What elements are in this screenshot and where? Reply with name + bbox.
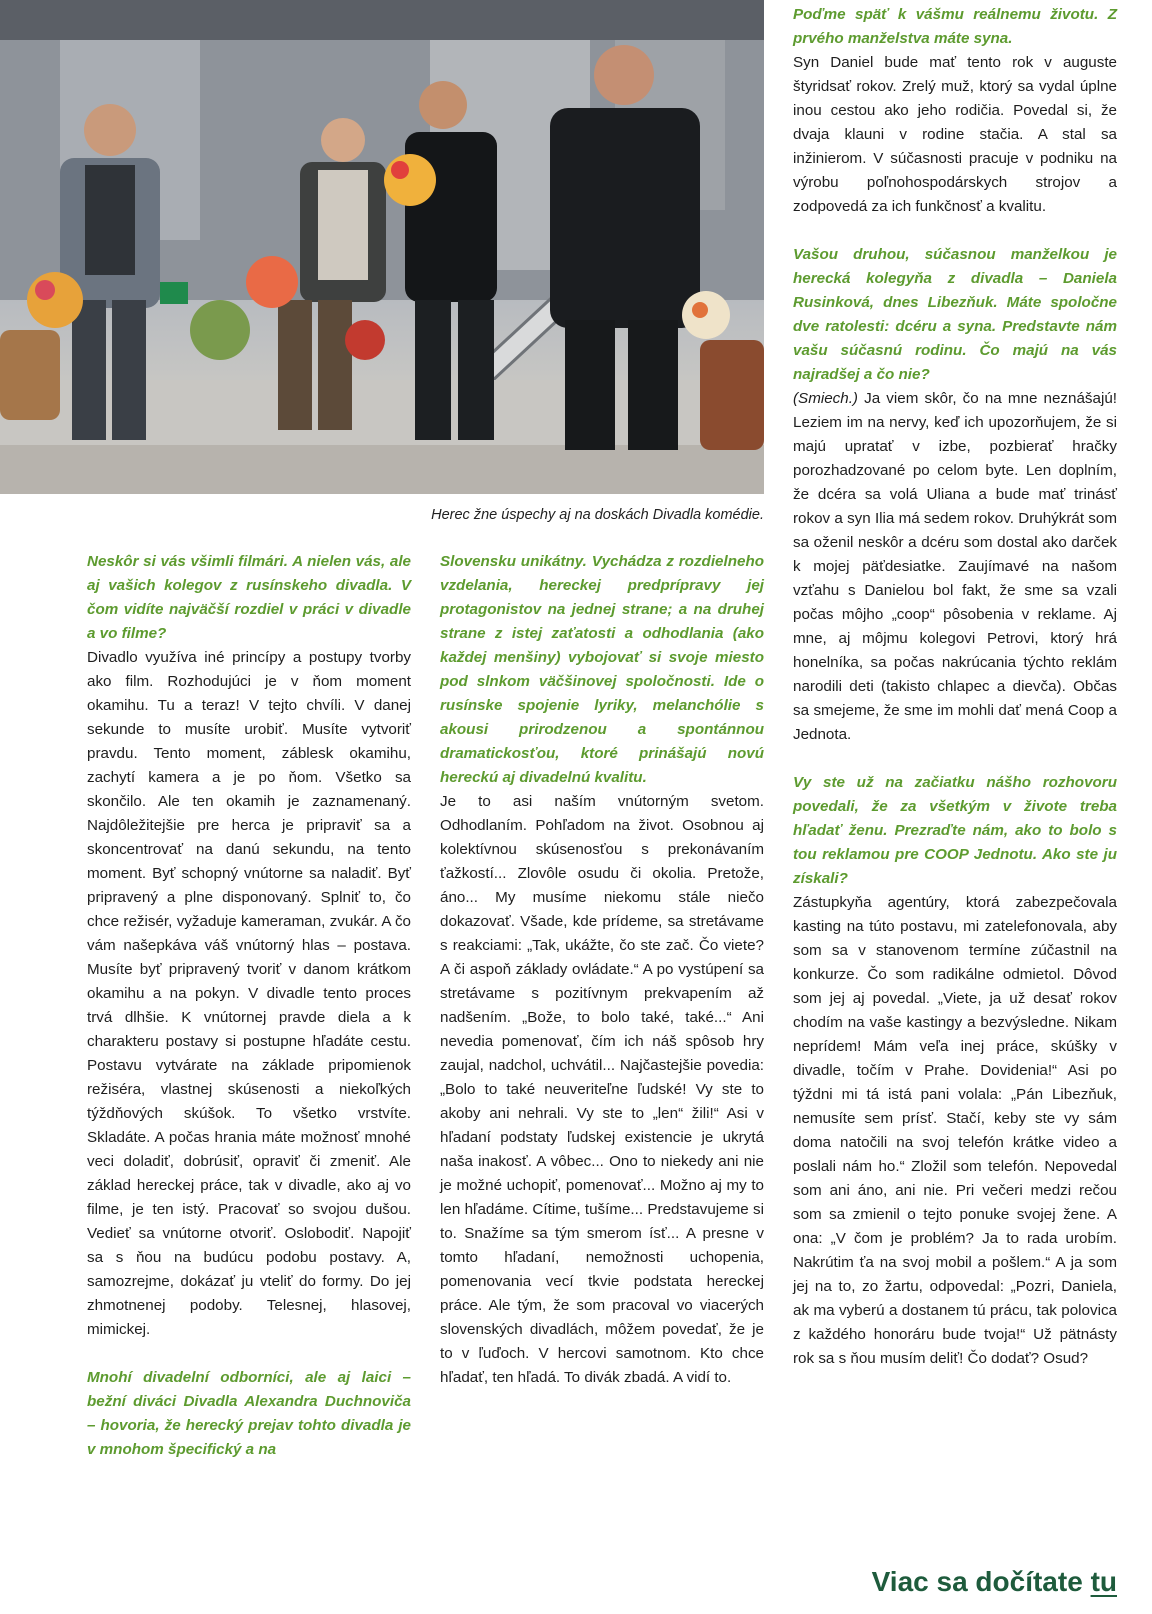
photo-caption: Herec žne úspechy aj na doskách Divadla komédie.: [431, 507, 764, 523]
question-5: Vy ste už na začiatku nášho rozhovoru povedali, že za všetkým v živote treba hľadať ženu. Prezraďte nám, ako to bolo s tou reklamou pre COOP Jednotu. Ako ste ju získali?: [793, 774, 1117, 887]
question-4: Vašou druhou, súčasnou manželkou je herecká kolegyňa z divadla – Daniela Rusinková, dnes Libezňuk. Máte spoločne dve ratolesti: dcéru a syna. Predstavte nám vašu súčasnú rodinu. Čo majú na vás najradšej a čo nie?: [793, 246, 1117, 383]
question-1: Neskôr si vás všimli filmári. A nielen vás, ale aj vašich kolegov z rusínskeho divadla. V čom vidíte najväčší rozdiel v práci v divadle a vo filme?: [87, 553, 411, 642]
answer-4-remark: (Smiech.): [793, 390, 858, 407]
answer-1: Divadlo využíva iné princípy a postupy tvorby ako film. Rozhodujúci je v ňom moment okamihu. Tu a teraz! V tejto chvíli. V danej sekunde to musíte urobiť. Musíte vytvoriť pravdu. Tento moment, záblesk okamihu, zachytí kamera a je po ňom. Všetko sa skončilo. Ale ten okamih je zaznamenaný. Najdôležitejšie pre herca je pripraviť sa a skoncentrovať na danú sekundu, na tento moment. Byť schopný vnútorne sa naladiť. Byť pripravený a plne disponovaný. Splniť to, čo chce režisér, vyžaduje kameraman, zvukár. A čo vám našepkáva váš vnútorný hlas – postava. Musíte byť pripravený tvoriť v danom krátkom okamihu a na pokyn. V divadle tento proces trvá dlhšie. K vnútornej pravde diela a k charakteru postavy si postupne hľadáte cestu. Postavu vytvárate na základe pripomienok režiséra, vlastnej skúsenosti a niekoľkých týždňových skúšok. To všetko vrstvíte. Skladáte. A počas hrania máte možnosť mnohé veci doladiť, dobrúsiť, opraviť či zmeniť. Ale základ hereckej práce, tak v divadle, ako aj vo filme, je ten istý. Pracovať so svojou dušou. Vedieť sa vnútorne otvoriť. Oslobodiť. Napojiť sa s ňou na budúcu podobu postavy. A, samozrejme, dokázať ju vteliť do formy. Do jej zhmotnenej podoby. Telesnej, hlasovej, mimickej.: [87, 649, 411, 1338]
question-3: Poďme späť k vášmu reálnemu životu. Z prvého manželstva máte syna.: [793, 6, 1117, 47]
paragraph-gap: [793, 219, 1117, 243]
paragraph-gap: [87, 1342, 411, 1366]
read-more-link[interactable]: tu: [1090, 1566, 1117, 1597]
answer-5: Zástupkyňa agentúry, ktorá zabezpečovala kasting na túto postavu, mi zatelefonovala, aby som sa v stanovenom termíne zúčastnil na konkurze. Čo som radikálne odmietol. Dôvod som jej aj povedal. „Viete, ja už desať rokov chodím na vaše kastingy a bezvýsledne. Nikam neprídem! Mám veľa inej práce, skúšky v divadle, točím v Prahe. Dovidenia!“ Asi po týždni mi tá istá pani volala: „Pán Libezňuk, nemusíte sem prísť. Stačí, keby ste vy sám doma natočili na svoj telefón krátke video a poslali nám ho.“ Zložil som telefón. Nepovedal som ani áno, ani nie. Pri večeri medzi rečou som sa zmienil o tejto ponuke svojej žene. A ona: „V čom je problém? Ja to rada urobím. Nakrútim ťa na svoj mobil a pošlem.“ A ja som jej na to, zo žartu, odpovedal: „Pozri, Daniela, ak ma vyberú a dostanem tú prácu, tak polovica z každého honoráru bude tvoja!“ Už pätnásty rok sa s ňou musím deliť! Čo dodať? Osud?: [793, 894, 1117, 1367]
answer-4-text: Ja viem skôr, čo na mne neznášajú! Leziem im na nervy, keď ich upozorňujem, že si majú upratať v izbe, pozbierať hračky porozhadzované po celom byte. Len doplním, že dcéra sa volá Uliana a bude mať trinásť rokov a syn Ilia má sedem rokov. Druhýkrát som sa oženil neskôr a dcéru som dostal ako darček k mojej päťdesiatke. Zaujímavé na našom vzťahu s Danielou bol fakt, že sme sa vzali počas môjho „coop“ pôsobenia v reklame. Aj mne, aj môjmu kolegovi Petrovi, ktorý hrá honelníka, sa počas nakrúcania týchto reklám narodili deti (takisto chlapec a dievča). Občas sa smejeme, že sme im mohli dať mená Coop a Jednota.: [793, 390, 1117, 743]
answer-3: Syn Daniel bude mať tento rok v auguste štyridsať rokov. Zrelý muž, ktorý sa vydal úplne inou cestou ako jeho rodičia. Povedal si, že dvaja klauni v rodine stačia. A stal sa inžinierom. V súčasnosti pracuje v podniku na výrobu poľnohospodárskych strojov a zodpovedá za ich funkčnosť a kvalitu.: [793, 54, 1117, 215]
paragraph-gap: [793, 747, 1117, 771]
read-more: [872, 1562, 1117, 1602]
question-2-continued: Slovensku unikátny. Vychádza z rozdielneho vzdelania, hereckej predprípravy jej protagonistov na jednej strane; a na druhej strane z istej zaťatosti a odhodlania (ako každej menšiny) vybojovať si svoje miesto pod slnkom väčšinovej spoločnosti. Ide o rusínske spojenie lyriky, melanchólie s akousi prirodzenou a spontánnou dramatickosťou, ktoré prinášajú novú hereckú aj divadelnú kvalitu.: [440, 553, 764, 786]
read-more-text: Viac sa dočítate: [871, 1566, 1091, 1597]
column-3: [793, 3, 1117, 1371]
answer-2: Je to asi naším vnútorným svetom. Odhodlaním. Pohľadom na život. Osobnou aj kolektívnou skúsenosťou s prekonávaním ťažkostí... Zlovôle osudu či okolia. Pretože, áno... My musíme niekomu stále niečo dokazovať. Všade, kde prídeme, sa stretávame s reakciami: „Tak, ukážte, čo ste zač. Čo viete? A či aspoň základy ovládate.“ A po vystúpení sa stretávame s pozitívnym prekvapením až nadšením. „Bože, to bolo také, také...“ Ani nevedia pomenovať, čím ich náš spôsob hry zaujal, nadchol, uchvátil... Najčastejšie povedia: „Bolo to také neuveriteľne ľudské! Vy ste to akoby ani nehrali. Vy ste to „len“ žili!“ Asi v hľadaní podstaty ľudskej existencie je ukrytá naša inakosť. A vôbec... Ono to niekedy ani nie je možné uchopiť, pomenovať... Možno aj my to len hľadáme. Cítime, tušíme... Predstavujeme si to. Snažíme sa tým smerom ísť... A presne v tomto hľadaní, nemožnosti uchopenia, pomenovania vecí tkvie podstata hereckej práce. Ale tým, že som pracoval vo viacerých slovenských divadlách, môžem povedať, že je to v ľuďoch. V hercovi samotnom. Kto chce hľadať, ten hľadá. To divák zbadá. A vidí to.: [440, 793, 764, 1386]
question-2: Mnohí divadelní odborníci, ale aj laici – bežní diváci Divadla Alexandra Duchnoviča – hovoria, že herecký prejav tohto divadla je v mnohom špecifický a na: [87, 1369, 411, 1458]
column-2: [440, 550, 764, 1390]
column-1: [87, 550, 411, 1462]
stage-photo-illustration: [0, 0, 764, 494]
stage-photo: [0, 0, 764, 494]
answer-4: [793, 387, 1117, 747]
